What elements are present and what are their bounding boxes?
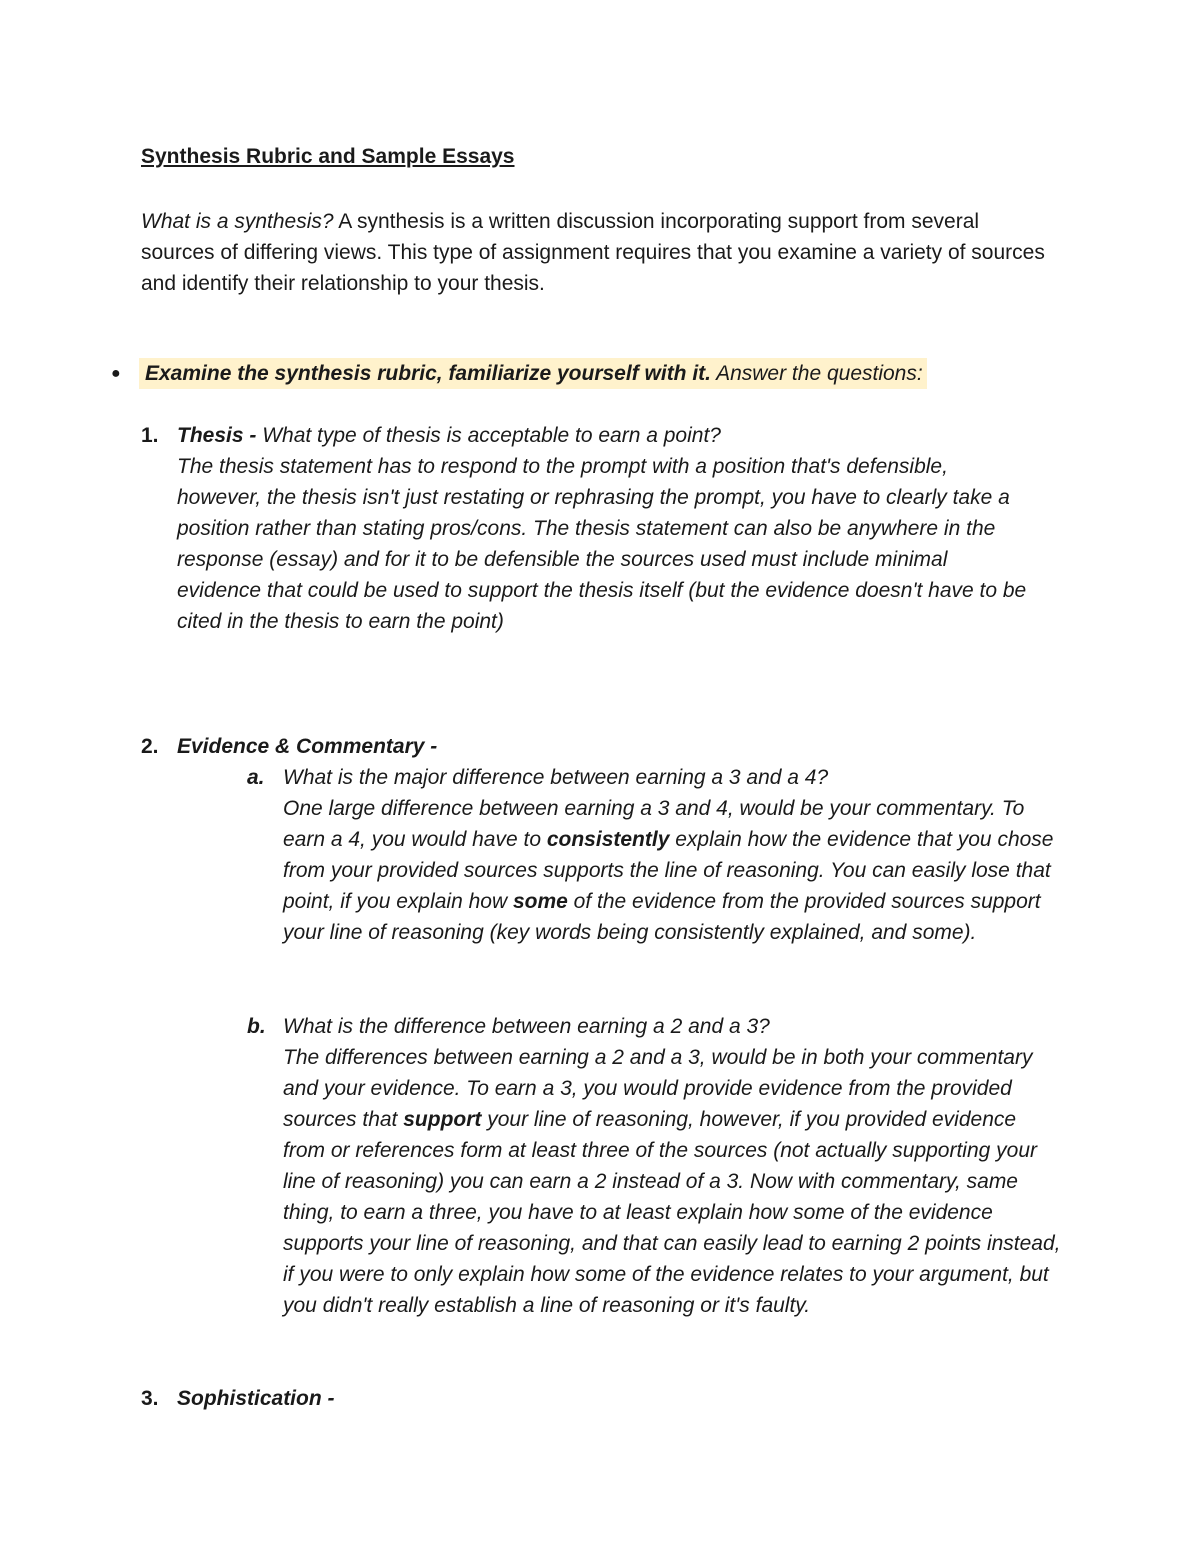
item-number: 3. [141,1387,159,1410]
item-heading [177,420,1057,451]
item-heading [177,1383,1057,1414]
answer-text: of the evidence from the provided sources support your line of reasoning (key words being consistently explained, and some). [283,890,1041,944]
document-title: Synthesis Rubric and Sample Essays [141,145,515,168]
answer-emphasis: some [512,890,568,913]
intro-text: A synthesis is a written discussion incorporating support from several sources of differing views. This type of assignment requires that you examine a variety of sources and identify their relationship to your thesis. [141,210,1045,295]
sub-item-answer [283,1042,1063,1321]
sub-item-b [247,1011,1063,1321]
item-heading [177,731,1057,762]
instruction-bullet [111,358,927,389]
highlighted-instruction [139,358,927,389]
item-question: What type of thesis is acceptable to earn a point? [256,424,721,447]
intro-paragraph [141,206,1046,299]
answer-text: One large difference between earning a 3 and 4, would be your commentary. To earn a 4, you would have to [283,797,1025,851]
intro-question: What is a synthesis? [141,210,334,233]
sub-item-a [247,762,1063,948]
answer-text: explain how the evidence that you chose from your provided sources supports the line of reasoning. You can easily lose that point, if you explain how [283,828,1054,913]
item-label: Evidence & Commentary - [177,735,438,758]
sub-item-question: What is the major difference between earning a 3 and a 4? [283,766,829,789]
answer-emphasis: support [403,1108,482,1131]
answer-emphasis: consistently [546,828,670,851]
list-item-evidence [141,731,1057,762]
answer-text: your line of reasoning, however, if you provided evidence from or references form at least three of the sources (not actually supporting your line of reasoning) you can earn a 2 instead of a 3. Now with commentary, same thing, to earn a three, you have to at least explain how some of the evidence supports your line of reasoning, and that can easily lead to earning 2 points instead, if you were to only explain how some of the evidence relates to your argument, but you didn't really establish a line of reasoning or it's faulty. [283,1108,1061,1317]
item-number: 2. [141,735,159,758]
document-page [111,144,1061,1410]
answer-text: The differences between earning a 2 and a 3, would be in both your commentary and your evidence. To earn a 3, you would provide evidence from the provided sources that [283,1046,1033,1131]
item-answer: The thesis statement has to respond to the prompt with a position that's defensible, however, the thesis isn't just restating or rephrasing the prompt, you have to clearly take a position rather than stating pros/cons. The thesis statement can also be anywhere in the response (essay) and for it to be defensible the sources used must include minimal evidence that could be used to support the thesis itself (but the evidence doesn't have to be cited in the thesis to earn the point) [177,455,1027,633]
item-label: Sophistication - [177,1387,335,1410]
sub-item-question: What is the difference between earning a 2 and a 3? [283,1015,770,1038]
instruction-rest: Answer the questions: [711,362,923,385]
sub-item-answer [283,793,1063,948]
item-number: 1. [141,424,159,447]
list-item-sophistication [141,1383,1057,1414]
bullet-icon: ● [111,365,121,382]
sub-item-letter: b. [247,1015,266,1038]
sub-item-letter: a. [247,766,265,789]
list-item-thesis [141,420,1057,637]
item-label: Thesis - [177,424,257,447]
instruction-bold: Examine the synthesis rubric, familiarize yourself with it. [145,362,712,385]
